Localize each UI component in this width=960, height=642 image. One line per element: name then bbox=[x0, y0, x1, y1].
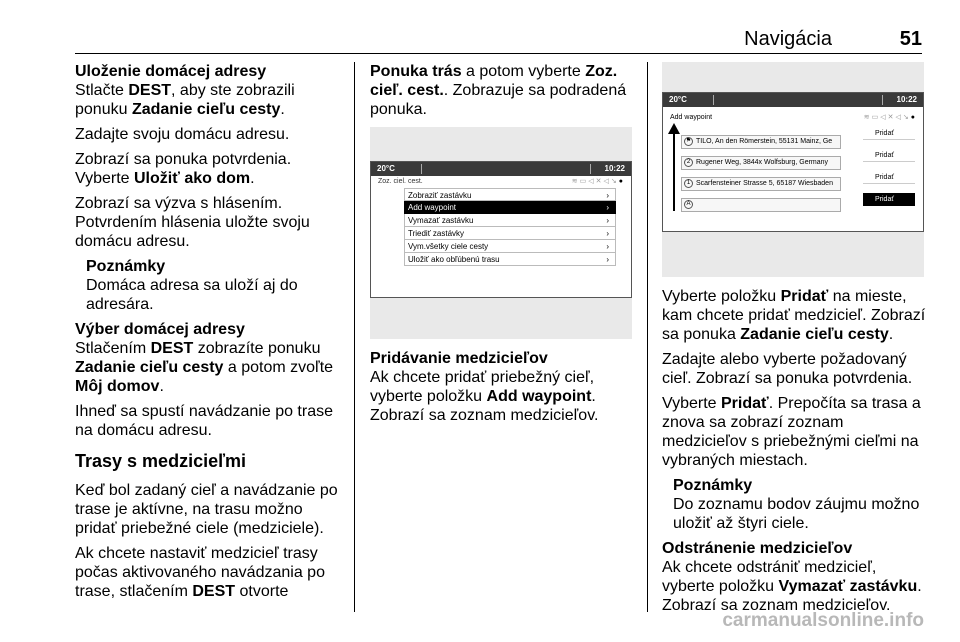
menu-item[interactable]: Vym.všetky ciele cesty › bbox=[404, 240, 616, 253]
arrow-shaft bbox=[673, 133, 675, 211]
add-button[interactable]: Pridať bbox=[863, 171, 915, 184]
infotainment-screen bbox=[662, 92, 924, 232]
paragraph: Zobrazí sa ponuka potvrdenia. Vyberte Uložiť ako dom. bbox=[75, 151, 292, 187]
waypoint-row[interactable]: 2 Rugener Weg, 3844x Wolfsburg, Germany bbox=[681, 156, 841, 170]
add-button[interactable]: Pridať bbox=[863, 127, 915, 140]
waypoint-row[interactable]: 1 Scarfensteiner Strasse 5, 65187 Wiesbaden bbox=[681, 177, 841, 191]
note-title: Poznámky bbox=[86, 258, 166, 275]
chevron-right-icon: › bbox=[606, 229, 609, 238]
menu-item[interactable]: Uložiť ako obľúbenú trasu › bbox=[404, 253, 616, 266]
temperature: 20°C bbox=[377, 164, 395, 173]
add-button[interactable]: Pridať bbox=[863, 149, 915, 162]
column-divider bbox=[647, 62, 648, 612]
paragraph: Ihneď sa spustí navádzanie po trase na domácu adresu. bbox=[75, 403, 333, 439]
column-divider bbox=[354, 62, 355, 612]
paragraph: Stlačte DEST, aby ste zobrazili ponuku Zadanie cieľu cesty. bbox=[75, 82, 295, 118]
status-icons: ≋▭◁✕◁↘● bbox=[571, 178, 625, 185]
paragraph: Zobrazí sa výzva s hlásením. Potvrdením hlásenia uložte svoju domácu adresu. bbox=[75, 195, 310, 250]
waypoint-row[interactable] bbox=[681, 198, 841, 212]
paragraph: Stlačením DEST zobrazíte ponuku Zadanie cieľu cesty a potom zvoľte Môj domov. bbox=[75, 340, 334, 395]
paragraph: Vyberte Pridať. Prepočíta sa trasa a znova sa zobrazí zoznam medzicieľov s priebežnými cieľmi na vybraných miestach. bbox=[662, 395, 921, 469]
paragraph: Ak chcete odstrániť medzicieľ, vyberte položku Vymazať zastávku. Zobrazí sa zoznam medzicieľov. bbox=[662, 559, 922, 614]
screenshot-add-waypoint bbox=[662, 62, 924, 277]
menu-item-selected[interactable]: Add waypoint › bbox=[404, 201, 616, 214]
paragraph: Zadajte alebo vyberte požadovaný cieľ. Zobrazí sa ponuka potvrdenia. bbox=[662, 351, 913, 387]
paragraph: Vyberte položku Pridať na mieste, kam chcete pridať medzicieľ. Zobrazí sa ponuka Zadanie cieľu cesty. bbox=[662, 288, 926, 343]
column-2 bbox=[370, 62, 635, 431]
clock: 10:22 bbox=[604, 164, 625, 173]
status-bar bbox=[371, 162, 631, 176]
heading-add-waypoints: Pridávanie medzicieľov bbox=[370, 350, 548, 367]
paragraph: Keď bol zadaný cieľ a navádzanie po trase je aktívne, na trasu možno pridať priebežné ciele (medziciele). bbox=[75, 482, 338, 537]
chevron-right-icon: › bbox=[606, 242, 609, 251]
status-icons: ≋▭◁✕◁↘● bbox=[863, 114, 917, 121]
route-menu bbox=[404, 188, 616, 266]
page-header bbox=[75, 24, 922, 54]
waypoint-2-icon: 2 bbox=[684, 158, 693, 167]
screenshot-route-list bbox=[370, 127, 632, 339]
waypoint-1-icon: 1 bbox=[684, 179, 693, 188]
heading-save-home: Uloženie domácej adresy bbox=[75, 63, 267, 80]
column-3 bbox=[662, 62, 930, 621]
add-button-selected[interactable]: Pridať bbox=[863, 193, 915, 206]
paragraph: Ponuka trás a potom vyberte Zoz. cieľ. cest.. Zobrazuje sa podradená ponuka. bbox=[370, 63, 627, 118]
note-text: Do zoznamu bodov záujmu možno uložiť až štyri ciele. bbox=[673, 496, 920, 532]
paragraph: Ak chcete nastaviť medzicieľ trasy počas aktivovaného navádzania po trase, stlačením DEST otvorte bbox=[75, 545, 325, 600]
screen-breadcrumb: Zoz. ciel. cest. ≋▭◁✕◁↘● bbox=[378, 178, 625, 185]
heading-remove-waypoints: Odstránenie medzicieľov bbox=[662, 540, 853, 557]
column-1 bbox=[75, 62, 345, 607]
menu-item[interactable]: Zobraziť zastávku › bbox=[404, 188, 616, 201]
chevron-right-icon: › bbox=[606, 191, 609, 200]
chevron-right-icon: › bbox=[606, 255, 609, 264]
chevron-right-icon: › bbox=[606, 216, 609, 225]
clock: 10:22 bbox=[896, 95, 917, 104]
note-title: Poznámky bbox=[673, 477, 753, 494]
screen-breadcrumb: Add waypoint bbox=[670, 114, 713, 121]
paragraph: Zadajte svoju domácu adresu. bbox=[75, 126, 290, 143]
waypoint-a-icon: A bbox=[684, 200, 693, 209]
note-box bbox=[662, 476, 930, 533]
note-box bbox=[75, 257, 345, 314]
infotainment-screen bbox=[370, 161, 632, 298]
paragraph: Ak chcete pridať priebežný cieľ, vyberte položku Add waypoint. Zobrazí sa zoznam medzicieľov. bbox=[370, 369, 599, 424]
temperature: 20°C bbox=[669, 95, 687, 104]
watermark: carmanualsonline.info bbox=[722, 610, 924, 631]
waypoint-row[interactable]: ⚑ TILO, An den Römerstein, 55131 Mainz, Ge bbox=[681, 135, 841, 149]
page-number: 51 bbox=[899, 28, 922, 50]
note-text: Domáca adresa sa uloží aj do adresára. bbox=[86, 277, 298, 313]
flag-icon: ⚑ bbox=[685, 138, 692, 144]
menu-item[interactable]: Triediť zastávky › bbox=[404, 227, 616, 240]
menu-item[interactable]: Vymazať zastávku › bbox=[404, 214, 616, 227]
status-bar bbox=[663, 93, 923, 107]
chevron-right-icon: › bbox=[606, 203, 609, 212]
section-title: Trasy s medzicieľmi bbox=[75, 451, 247, 471]
page-title: Navigácia bbox=[744, 28, 832, 50]
heading-select-home: Výber domácej adresy bbox=[75, 321, 245, 338]
